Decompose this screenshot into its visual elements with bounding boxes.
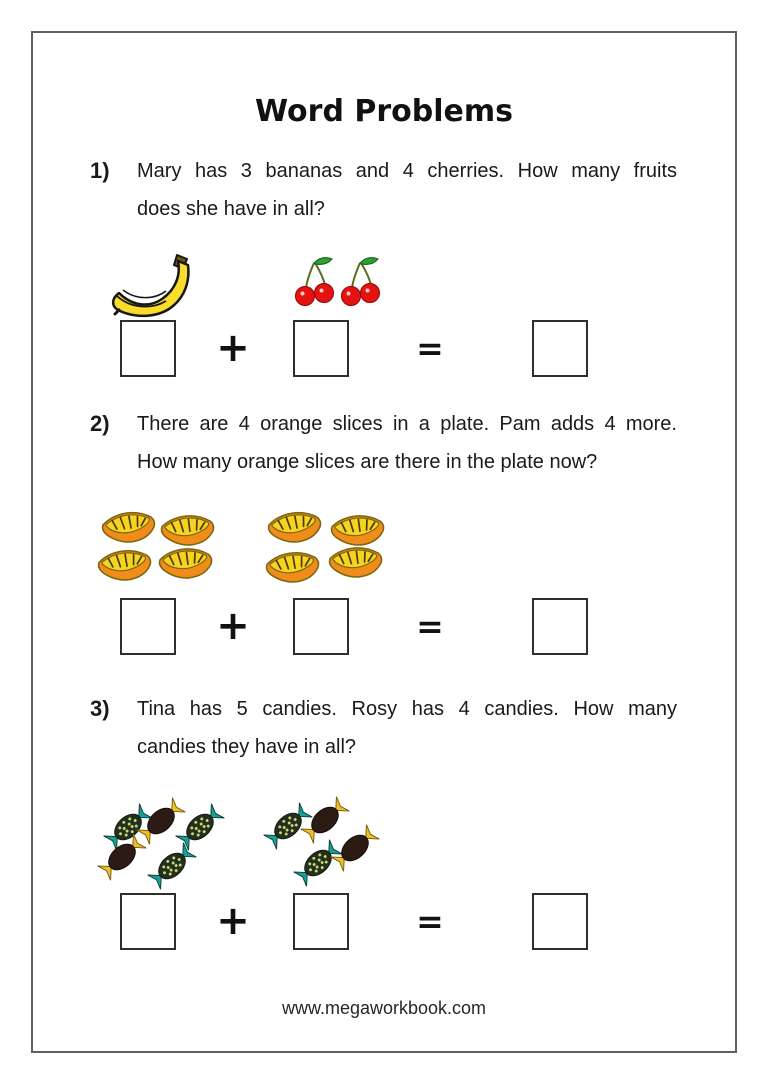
orange-slice-icon <box>325 542 385 581</box>
candy-icon <box>327 821 383 875</box>
plus-sign: + <box>216 325 250 371</box>
problem-2-equation-row <box>0 598 768 655</box>
plus-sign: + <box>216 603 250 649</box>
problem-1-sum-box[interactable] <box>532 320 588 377</box>
problem-2-addend-1-box[interactable] <box>120 598 176 655</box>
problem-2-line-2: How many orange slices are there in the plate now? <box>137 451 598 473</box>
problem-1-addend-1-box[interactable] <box>120 320 176 377</box>
orange-slice-icon <box>155 543 215 582</box>
problem-2-number: 2) <box>90 411 110 436</box>
problem-1-addend-2-box[interactable] <box>293 320 349 377</box>
problem-2-sum-box[interactable] <box>532 598 588 655</box>
equals-sign: = <box>416 329 444 368</box>
problem-3-text <box>137 690 677 766</box>
problem-3-equation-row <box>0 893 768 950</box>
problem-1-line-2: does she have in all? <box>137 198 325 220</box>
cherry-pair-icon <box>339 254 383 308</box>
plus-sign: + <box>216 898 250 944</box>
problem-1-equation-row <box>0 320 768 377</box>
problem-3-line-2: candies they have in all? <box>137 736 357 758</box>
problem-2-line-1: There are 4 orange slices in a plate. Pam adds 4 more. <box>137 413 677 435</box>
problem-1-text <box>137 152 677 228</box>
problem-1-number: 1) <box>90 158 110 183</box>
problem-3-sum-box[interactable] <box>532 893 588 950</box>
banana-bunch-icon <box>106 251 196 321</box>
orange-slice-icon <box>97 505 158 547</box>
equals-sign: = <box>416 607 444 646</box>
problem-3-line-1: Tina has 5 candies. Rosy has 4 candies. How many <box>137 698 677 720</box>
problem-1-line-1: Mary has 3 bananas and 4 cherries. How many fruits <box>137 160 677 182</box>
orange-slice-icon <box>94 544 155 585</box>
equals-sign: = <box>416 902 444 941</box>
orange-slice-icon <box>262 546 323 587</box>
page-title: Word Problems <box>255 94 513 129</box>
problem-3-addend-2-box[interactable] <box>293 893 349 950</box>
problem-2-text <box>137 405 677 481</box>
orange-slice-icon <box>263 505 324 547</box>
problem-2-addend-2-box[interactable] <box>293 598 349 655</box>
website-footer: www.megaworkbook.com <box>281 998 487 1018</box>
cherry-pair-icon <box>293 254 337 308</box>
problem-3-number: 3) <box>90 696 110 721</box>
problem-3-addend-1-box[interactable] <box>120 893 176 950</box>
